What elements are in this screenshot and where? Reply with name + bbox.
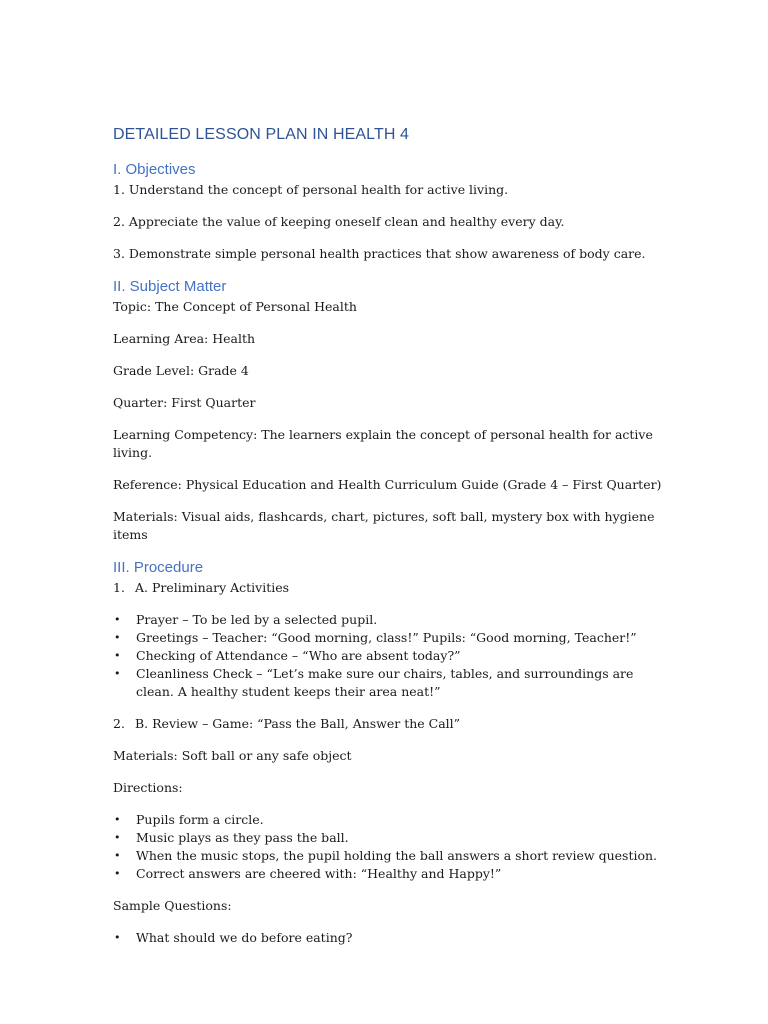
directions-list [113,811,673,883]
list-item-text: Prayer – To be led by a selected pupil. [136,612,378,627]
list-item-text: Greetings – Teacher: “Good morning, class!” Pupils: “Good morning, Teacher!” [136,630,637,645]
objective-item: 1. Understand the concept of personal health for active living. [113,182,509,197]
preliminary-activities-item [113,579,673,597]
review-game-label: B. Review – Game: “Pass the Ball, Answer the Call” [135,716,461,731]
subject-matter-item: Topic: The Concept of Personal Health [113,299,357,314]
bullet-icon: • [114,649,121,662]
list-item-text: When the music stops, the pupil holding the ball answers a short review question. [136,848,658,863]
bullet-icon: • [114,867,121,880]
review-game-item [113,715,673,733]
objective-item: 2. Appreciate the value of keeping oneself clean and healthy every day. [113,214,565,229]
preliminary-activities-list [113,611,673,701]
list-item [113,665,673,701]
bullet-icon: • [114,613,121,626]
list-item [113,929,673,947]
list-number: 1. [113,580,125,595]
bullet-icon: • [114,831,121,844]
document-body [113,124,673,961]
list-item-text: Pupils form a circle. [136,812,264,827]
list-item [113,629,673,647]
subject-matter-item: Learning Area: Health [113,331,256,346]
bullet-icon: • [114,631,121,644]
subject-matter-item: Quarter: First Quarter [113,395,256,410]
list-number: 2. [113,716,125,731]
subject-matter-item: Learning Competency: The learners explain the concept of personal health for active living. [113,427,653,460]
directions-label: Directions: [113,780,183,795]
objective-item: 3. Demonstrate simple personal health practices that show awareness of body care. [113,246,646,261]
subject-matter-item: Reference: Physical Education and Health Curriculum Guide (Grade 4 – First Quarter) [113,477,662,492]
list-item-text: Cleanliness Check – “Let’s make sure our chairs, tables, and surroundings are clean. A healthy student keeps their area neat!” [136,666,634,699]
list-item-text: What should we do before eating? [136,930,353,945]
list-item [113,847,673,865]
bullet-icon: • [114,667,121,680]
procedure-heading: III. Procedure [113,559,204,576]
bullet-icon: • [114,813,121,826]
subject-matter-item: Grade Level: Grade 4 [113,363,249,378]
bullet-icon: • [114,931,121,944]
preliminary-activities-label: A. Preliminary Activities [135,580,290,595]
list-item-text: Correct answers are cheered with: “Healthy and Happy!” [136,866,502,881]
list-item-text: Checking of Attendance – “Who are absent today?” [136,648,461,663]
subject-matter-heading: II. Subject Matter [113,278,227,295]
objectives-heading: I. Objectives [113,161,196,178]
review-materials: Materials: Soft ball or any safe object [113,748,352,763]
list-item [113,865,673,883]
list-item [113,647,673,665]
list-item [113,611,673,629]
list-item-text: Music plays as they pass the ball. [136,830,349,845]
sample-questions-label: Sample Questions: [113,898,232,913]
subject-matter-item: Materials: Visual aids, flashcards, chart, pictures, soft ball, mystery box with hygiene items [113,509,655,542]
list-item [113,829,673,847]
list-item [113,811,673,829]
sample-questions-list [113,929,673,947]
document-title: DETAILED LESSON PLAN IN HEALTH 4 [113,126,410,143]
bullet-icon: • [114,849,121,862]
